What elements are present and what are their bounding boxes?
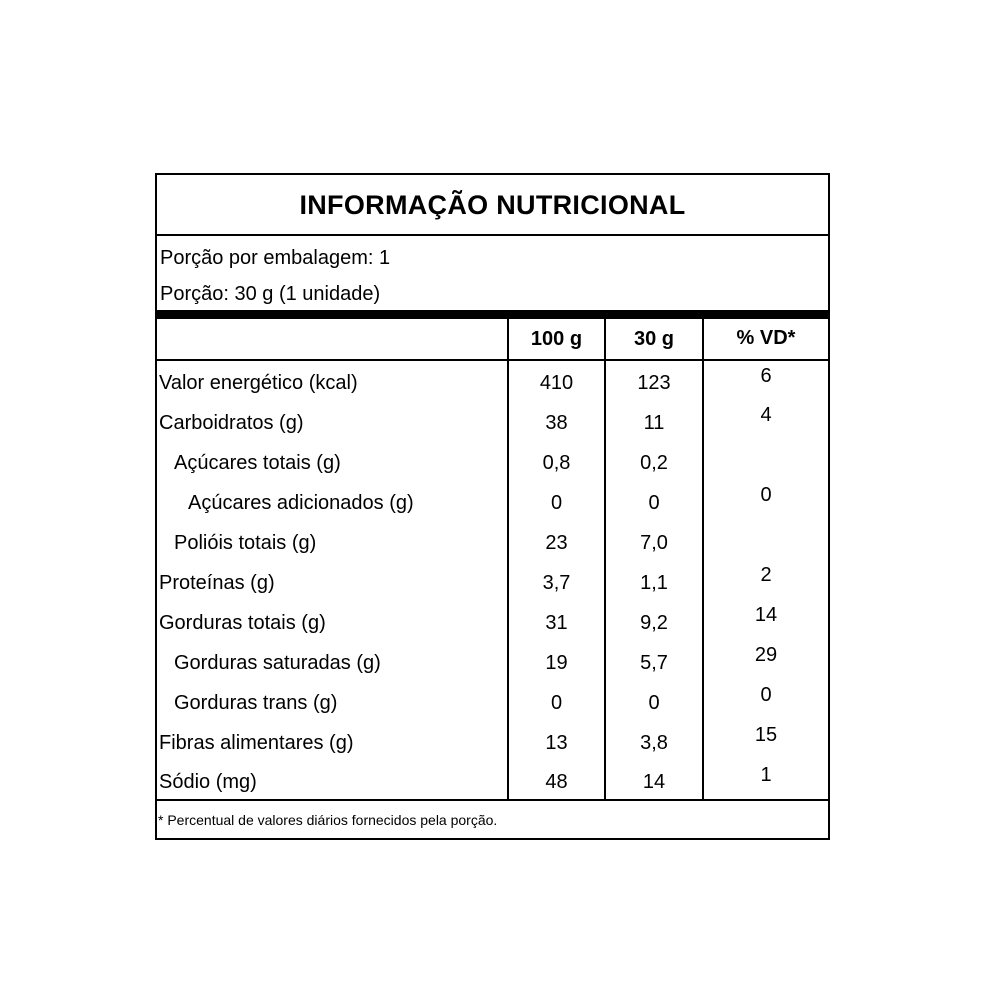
value-per-30g: 11 (605, 400, 703, 440)
value-per-100g: 0 (508, 680, 605, 720)
nutrient-name: Proteínas (g) (159, 571, 275, 594)
panel-title: INFORMAÇÃO NUTRICIONAL (157, 175, 828, 236)
value-per-100g: 38 (508, 400, 605, 440)
value-per-30g: 0,2 (605, 440, 703, 480)
table-header-row (157, 319, 828, 360)
value-per-30g: 7,0 (605, 520, 703, 560)
nutrient-name: Valor energético (kcal) (159, 372, 358, 394)
table-row (157, 560, 828, 600)
nutrient-name: Sódio (mg) (157, 760, 508, 800)
value-per-30g: 14 (605, 760, 703, 800)
table-row (157, 400, 828, 440)
value-per-30g: 0 (605, 680, 703, 720)
header-daily-value: % VD* (703, 319, 828, 360)
nutrient-name: Gorduras saturadas (g) (174, 651, 381, 674)
value-per-30g: 5,7 (605, 640, 703, 680)
portion-info (157, 236, 828, 310)
nutrition-table (157, 319, 828, 801)
value-per-100g: 13 (508, 720, 605, 760)
nutrient-name: Açúcares adicionados (g) (188, 491, 414, 514)
value-per-100g: 3,7 (508, 560, 605, 600)
table-row (157, 600, 828, 640)
portions-per-package: Porção por embalagem: 1 (160, 247, 391, 269)
value-per-100g: 0 (508, 480, 605, 520)
nutrient-name: Açúcares totais (g) (174, 451, 341, 474)
value-per-100g: 23 (508, 520, 605, 560)
value-per-100g: 410 (508, 360, 605, 400)
nutrient-name: Polióis totais (g) (174, 531, 317, 554)
value-per-30g: 3,8 (605, 720, 703, 760)
value-daily-percent: 4 (703, 400, 828, 440)
table-row (157, 680, 828, 720)
value-per-30g: 0 (605, 480, 703, 520)
footnote: * Percentual de valores diários fornecidos pela porção. (158, 812, 498, 828)
header-per-100g: 100 g (508, 319, 605, 360)
value-daily-percent (703, 440, 828, 480)
value-daily-percent (703, 520, 828, 560)
value-daily-percent: 1 (703, 760, 828, 800)
value-daily-percent: 0 (703, 680, 828, 720)
header-nutrient (157, 319, 508, 360)
value-daily-percent: 6 (703, 360, 828, 400)
table-row (157, 760, 828, 800)
nutrient-name: Fibras alimentares (g) (159, 731, 354, 754)
table-row (157, 360, 828, 400)
value-per-30g: 1,1 (605, 560, 703, 600)
value-per-30g: 9,2 (605, 600, 703, 640)
value-daily-percent: 14 (703, 600, 828, 640)
nutrient-name: Carboidratos (g) (159, 411, 304, 434)
value-daily-percent: 29 (703, 640, 828, 680)
value-per-100g: 0,8 (508, 440, 605, 480)
value-daily-percent: 15 (703, 720, 828, 760)
header-per-30g: 30 g (605, 319, 703, 360)
value-per-100g: 31 (508, 600, 605, 640)
serving-size: Porção: 30 g (1 unidade) (160, 283, 381, 305)
table-row (157, 720, 828, 760)
table-row (157, 480, 828, 520)
table-row (157, 520, 828, 560)
nutrition-facts-panel (155, 173, 830, 840)
value-per-100g: 19 (508, 640, 605, 680)
value-per-100g: 48 (508, 760, 605, 800)
nutrient-name: Gorduras trans (g) (174, 691, 338, 714)
value-daily-percent: 2 (703, 560, 828, 600)
value-per-30g: 123 (605, 360, 703, 400)
table-row (157, 440, 828, 480)
nutrient-name: Gorduras totais (g) (159, 611, 326, 634)
value-daily-percent: 0 (703, 480, 828, 520)
table-row (157, 640, 828, 680)
